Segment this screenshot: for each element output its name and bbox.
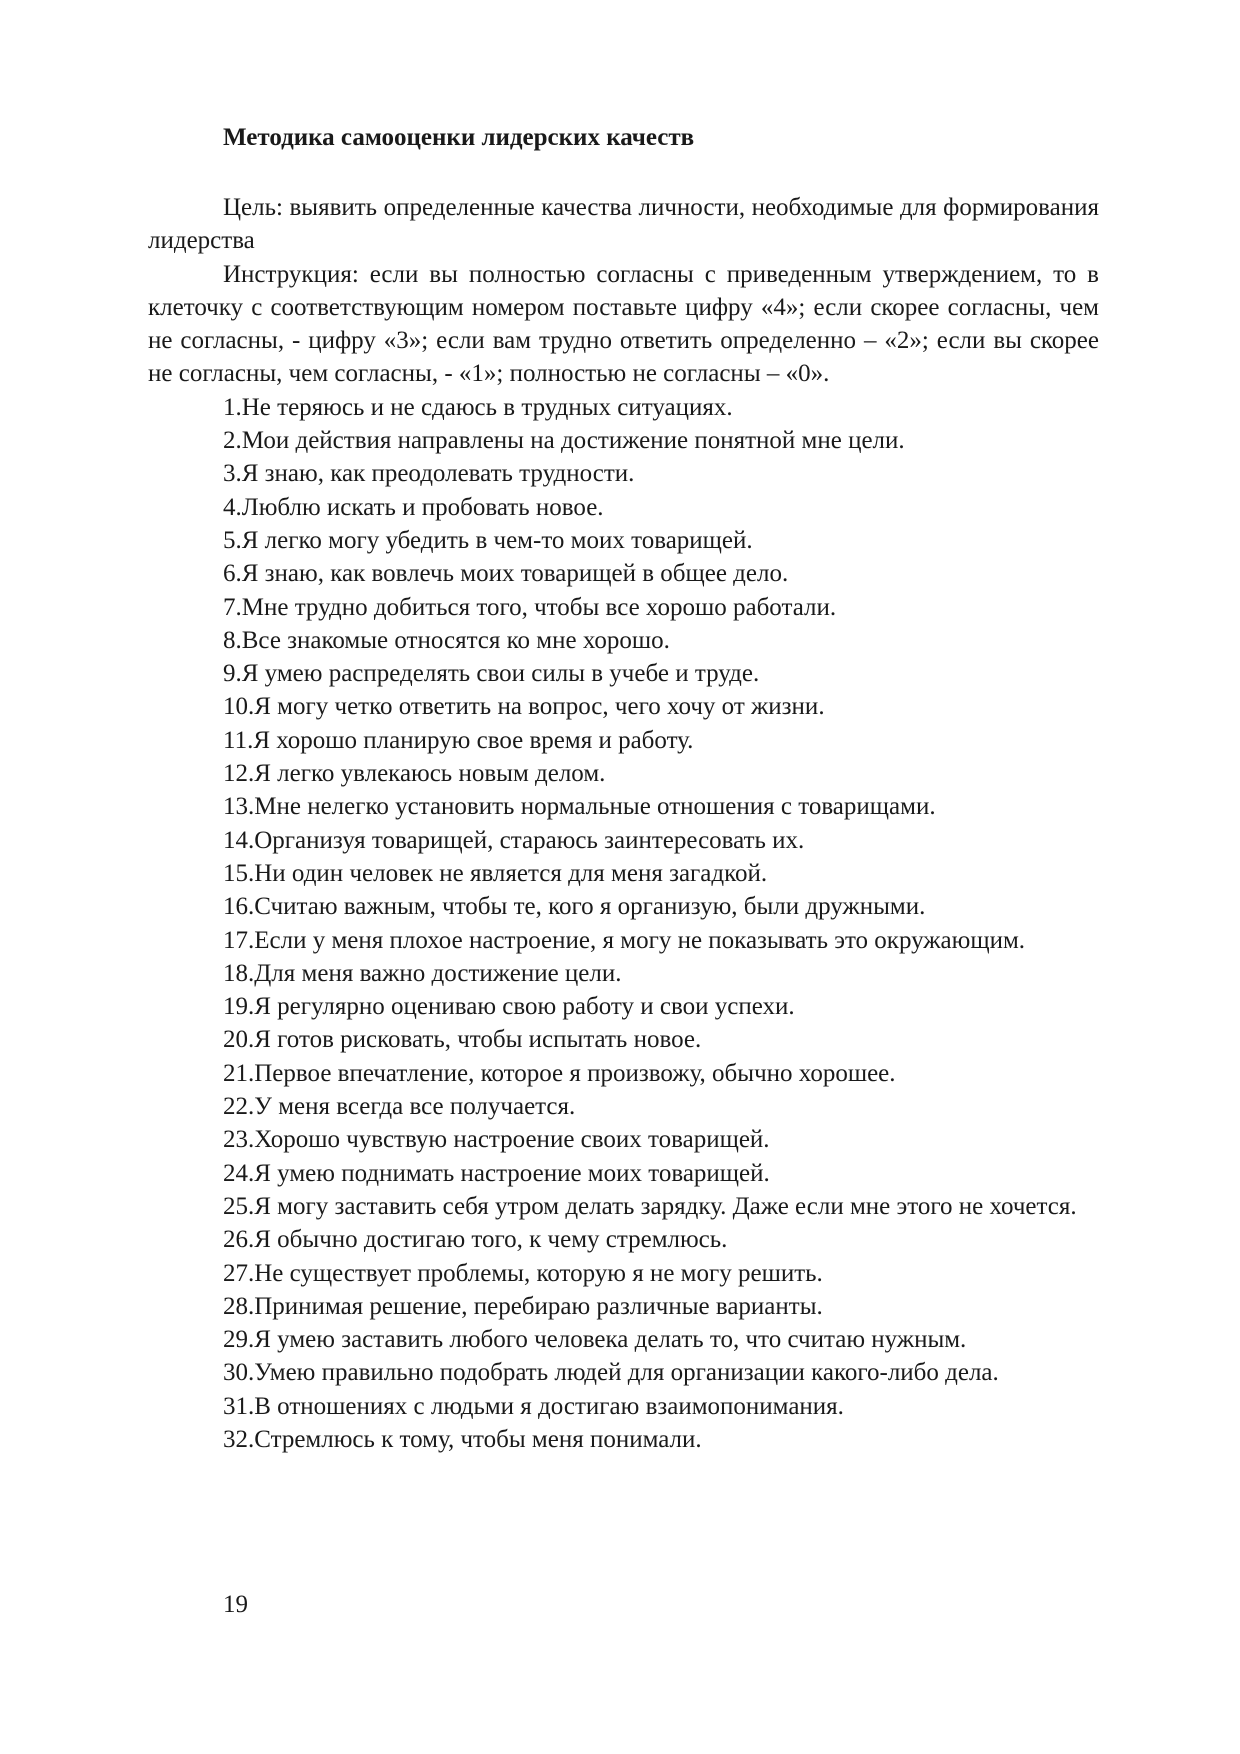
statement-item: 2.Мои действия направлены на достижение понятной мне цели. [223,427,905,455]
statement-item: 21.Первое впечатление, которое я произвожу, обычно хорошее. [223,1059,896,1087]
statement-item: 5.Я легко могу убедить в чем-то моих товарищей. [223,526,753,554]
statement-item: 20.Я готов рисковать, чтобы испытать новое. [223,1026,702,1054]
statement-item: 4.Люблю искать и пробовать новое. [223,493,604,521]
statement-item: 22.У меня всегда все получается. [223,1093,576,1121]
goal-paragraph: Цель: выявить определенные качества личности, необходимые для формирования лидерства [148,194,1099,255]
statement-item: 6.Я знаю, как вовлечь моих товарищей в общее дело. [223,560,789,588]
statement-item: 7.Мне трудно добиться того, чтобы все хорошо работали. [223,593,837,621]
statement-item: 31.В отношениях с людьми я достигаю взаимопонимания. [223,1392,844,1420]
statement-item: 19.Я регулярно оцениваю свою работу и свои успехи. [223,993,795,1021]
statement-item: 30.Умею правильно подобрать людей для организации какого-либо дела. [223,1359,999,1387]
statement-item: 10.Я могу четко ответить на вопрос, чего хочу от жизни. [223,693,825,721]
statement-item: 28.Принимая решение, перебираю различные варианты. [223,1292,823,1320]
statement-item: 13.Мне нелегко установить нормальные отношения с товарищами. [223,793,936,821]
statement-item: 18.Для меня важно достижение цели. [223,959,622,987]
document-title: Методика самооценки лидерских качеств [223,124,695,151]
statement-item: 12.Я легко увлекаюсь новым делом. [223,760,606,788]
statement-item: 25.Я могу заставить себя утром делать зарядку. Даже если мне этого не хочется. [223,1192,1077,1220]
statement-item: 27.Не существует проблемы, которую я не могу решить. [223,1259,823,1287]
statement-item: 17.Если у меня плохое настроение, я могу не показывать это окружающим. [223,926,1026,954]
statement-item: 1.Не теряюсь и не сдаюсь в трудных ситуациях. [223,393,733,421]
statement-item: 24.Я умею поднимать настроение моих товарищей. [223,1159,770,1187]
statement-list [148,391,1099,1457]
statement-item: 15.Ни один человек не является для меня загадкой. [223,859,768,887]
statement-item: 16.Считаю важным, чтобы те, кого я организую, были дружными. [223,893,926,921]
statement-item: 23.Хорошо чувствую настроение своих товарищей. [223,1126,770,1154]
statement-item: 29.Я умею заставить любого человека делать то, что считаю нужным. [223,1326,967,1354]
statement-item: 26.Я обычно достигаю того, к чему стремлюсь. [223,1226,728,1254]
statement-item: 32.Стремлюсь к тому, чтобы меня понимали. [223,1425,702,1453]
instruction-paragraph: Инструкция: если вы полностью согласны с приведенным утверждением, то в клеточку с соответствующим номером поставьте цифру «4»; если скорее согласны, чем не согласны, - цифру «3»; если вам трудно ответить определенно – «2»; если вы скорее не согласны, чем согласны, - «1»; полностью не согласны – «0». [148,260,1099,388]
page-content [148,118,1099,1456]
statement-item: 11.Я хорошо планирую свое время и работу. [223,726,694,754]
statement-item: 9.Я умею распределять свои силы в учебе и труде. [223,660,760,688]
statement-item: 14.Организуя товарищей, стараюсь заинтересовать их. [223,826,805,854]
statement-item: 8.Все знакомые относятся ко мне хорошо. [223,626,670,654]
page-number: 19 [223,1591,248,1618]
statement-item: 3.Я знаю, как преодолевать трудности. [223,460,635,488]
